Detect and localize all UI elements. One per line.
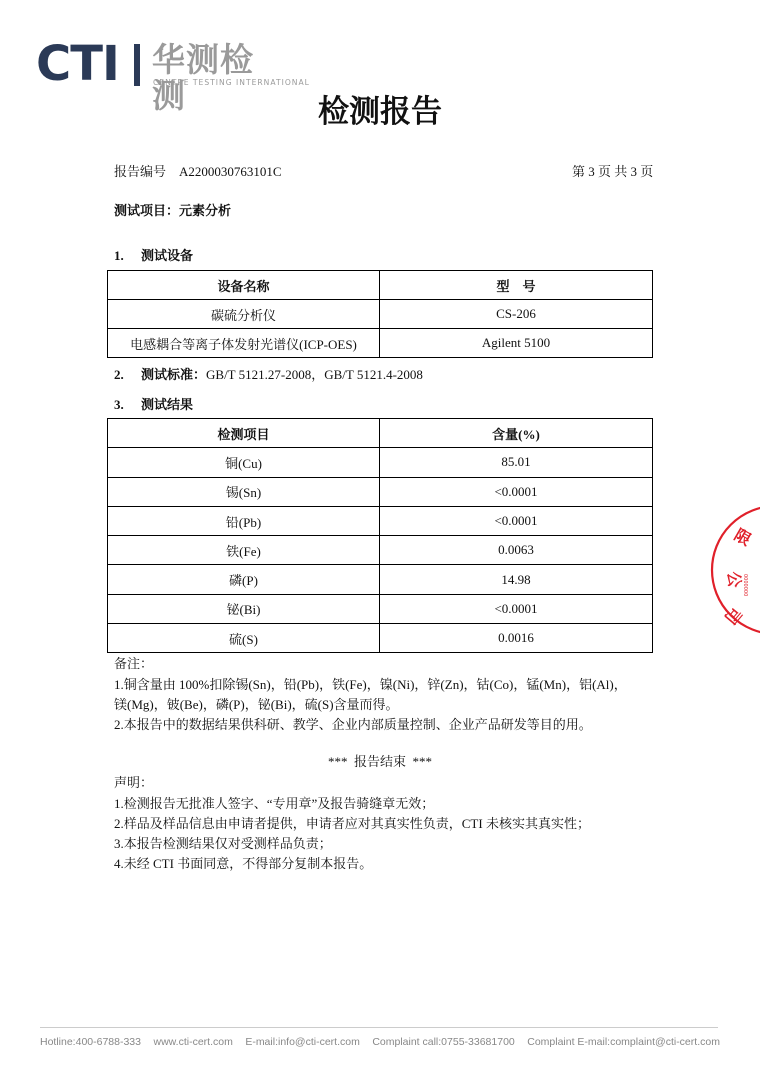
logo-chinese-name: 华测检测	[152, 40, 254, 115]
element-cell: 硫(S)	[108, 624, 380, 653]
page-title: 检测报告	[318, 94, 442, 129]
table-header-cell: 型 号	[380, 271, 653, 300]
element-cell: 铜(Cu)	[108, 448, 380, 477]
table-header-row	[108, 419, 653, 448]
results-table	[107, 418, 653, 653]
table-row	[108, 329, 653, 358]
remarks-line: 镁(Mg)，铍(Be)，磷(P)，铋(Bi)，硫(S)含量而得。	[114, 697, 399, 712]
logo-divider	[134, 44, 140, 86]
svg-text:公: 公	[724, 570, 745, 589]
section2-number: 2.	[114, 367, 124, 382]
footer-divider	[40, 1027, 718, 1028]
footer-hotline: Hotline:400-6788-333	[40, 1036, 141, 1048]
section2-standards: GB/T 5121.27-2008，GB/T 5121.4-2008	[206, 367, 423, 382]
content-cell: 0.0016	[380, 624, 653, 653]
content-cell: <0.0001	[380, 477, 653, 506]
table-header-cell: 含量(%)	[380, 419, 653, 448]
content-cell: <0.0001	[380, 506, 653, 535]
equipment-model-cell: Agilent 5100	[380, 329, 653, 358]
equipment-name-cell: 电感耦合等离子体发射光谱仪(ICP-OES)	[108, 329, 380, 358]
report-end-mark: *** 报告结束 ***	[327, 754, 432, 769]
report-number-label: 报告编号	[114, 164, 167, 179]
statement-line: 2.样品及样品信息由申请者提供，申请者应对其真实性负责，CTI 未核实其真实性；	[114, 816, 590, 831]
logo-english-name: CENTRE TESTING INTERNATIONAL	[153, 78, 310, 87]
section3-title: 测试结果	[141, 397, 194, 412]
footer-website: www.cti-cert.com	[153, 1036, 233, 1048]
table-row	[108, 448, 653, 477]
remarks-label: 备注：	[114, 656, 154, 671]
equipment-table	[107, 270, 653, 358]
section3-number: 3.	[114, 397, 124, 412]
table-header-cell: 检测项目	[108, 419, 380, 448]
element-cell: 铋(Bi)	[108, 594, 380, 623]
footer-complaint-call: Complaint call:0755-33681700	[372, 1036, 515, 1048]
table-row	[108, 300, 653, 329]
table-row	[108, 624, 653, 653]
section1-title: 测试设备	[141, 248, 194, 263]
element-cell: 磷(P)	[108, 565, 380, 594]
remarks-line: 2.本报告中的数据结果供科研、教学、企业内部质量控制、企业产品研发等目的用。	[114, 717, 592, 732]
table-row	[108, 565, 653, 594]
section2-line	[141, 366, 423, 384]
section2-label: 测试标准：	[141, 367, 207, 382]
table-header-cell: 设备名称	[108, 271, 380, 300]
statement-line: 1.检测报告无批准人签字、“专用章”及报告骑缝章无效；	[114, 796, 435, 811]
page-info: 第 3 页 共 3 页	[572, 164, 654, 179]
equipment-model-cell: CS-206	[380, 300, 653, 329]
company-logo	[36, 36, 310, 115]
statement-line: 3.本报告检测结果仅对受测样品负责；	[114, 836, 332, 851]
content-cell: <0.0001	[380, 594, 653, 623]
footer-email: E-mail:info@cti-cert.com	[245, 1036, 360, 1048]
table-row	[108, 594, 653, 623]
statement-label: 声明：	[114, 775, 154, 790]
footer	[40, 1036, 720, 1048]
element-cell: 铅(Pb)	[108, 506, 380, 535]
content-cell: 85.01	[380, 448, 653, 477]
svg-text:司: 司	[720, 603, 746, 628]
company-seal	[700, 500, 760, 640]
svg-text:限: 限	[731, 525, 755, 550]
statement-line: 4.未经 CTI 书面同意，不得部分复制本报告。	[114, 856, 373, 871]
footer-complaint-email: Complaint E-mail:complaint@cti-cert.com	[527, 1036, 720, 1048]
table-row	[108, 506, 653, 535]
report-number-value: A2200030763101C	[179, 164, 282, 179]
content-cell: 0.0063	[380, 536, 653, 565]
table-header-row	[108, 271, 653, 300]
element-cell: 铁(Fe)	[108, 536, 380, 565]
test-item: 测试项目：元素分析	[114, 203, 232, 218]
remarks-line: 1.铜含量由 100%扣除锡(Sn)，铅(Pb)，铁(Fe)，镍(Ni)，锌(Zn)，钴(Co)，锰(Mn)，铝(Al)，	[114, 677, 627, 692]
element-cell: 锡(Sn)	[108, 477, 380, 506]
section1-number: 1.	[114, 248, 124, 263]
content-cell: 14.98	[380, 565, 653, 594]
logo-brand: CTI	[36, 36, 119, 92]
table-row	[108, 477, 653, 506]
report-number	[114, 163, 282, 181]
table-row	[108, 536, 653, 565]
svg-text:0000000: 0000000	[742, 574, 748, 597]
equipment-name-cell: 碳硫分析仪	[108, 300, 380, 329]
